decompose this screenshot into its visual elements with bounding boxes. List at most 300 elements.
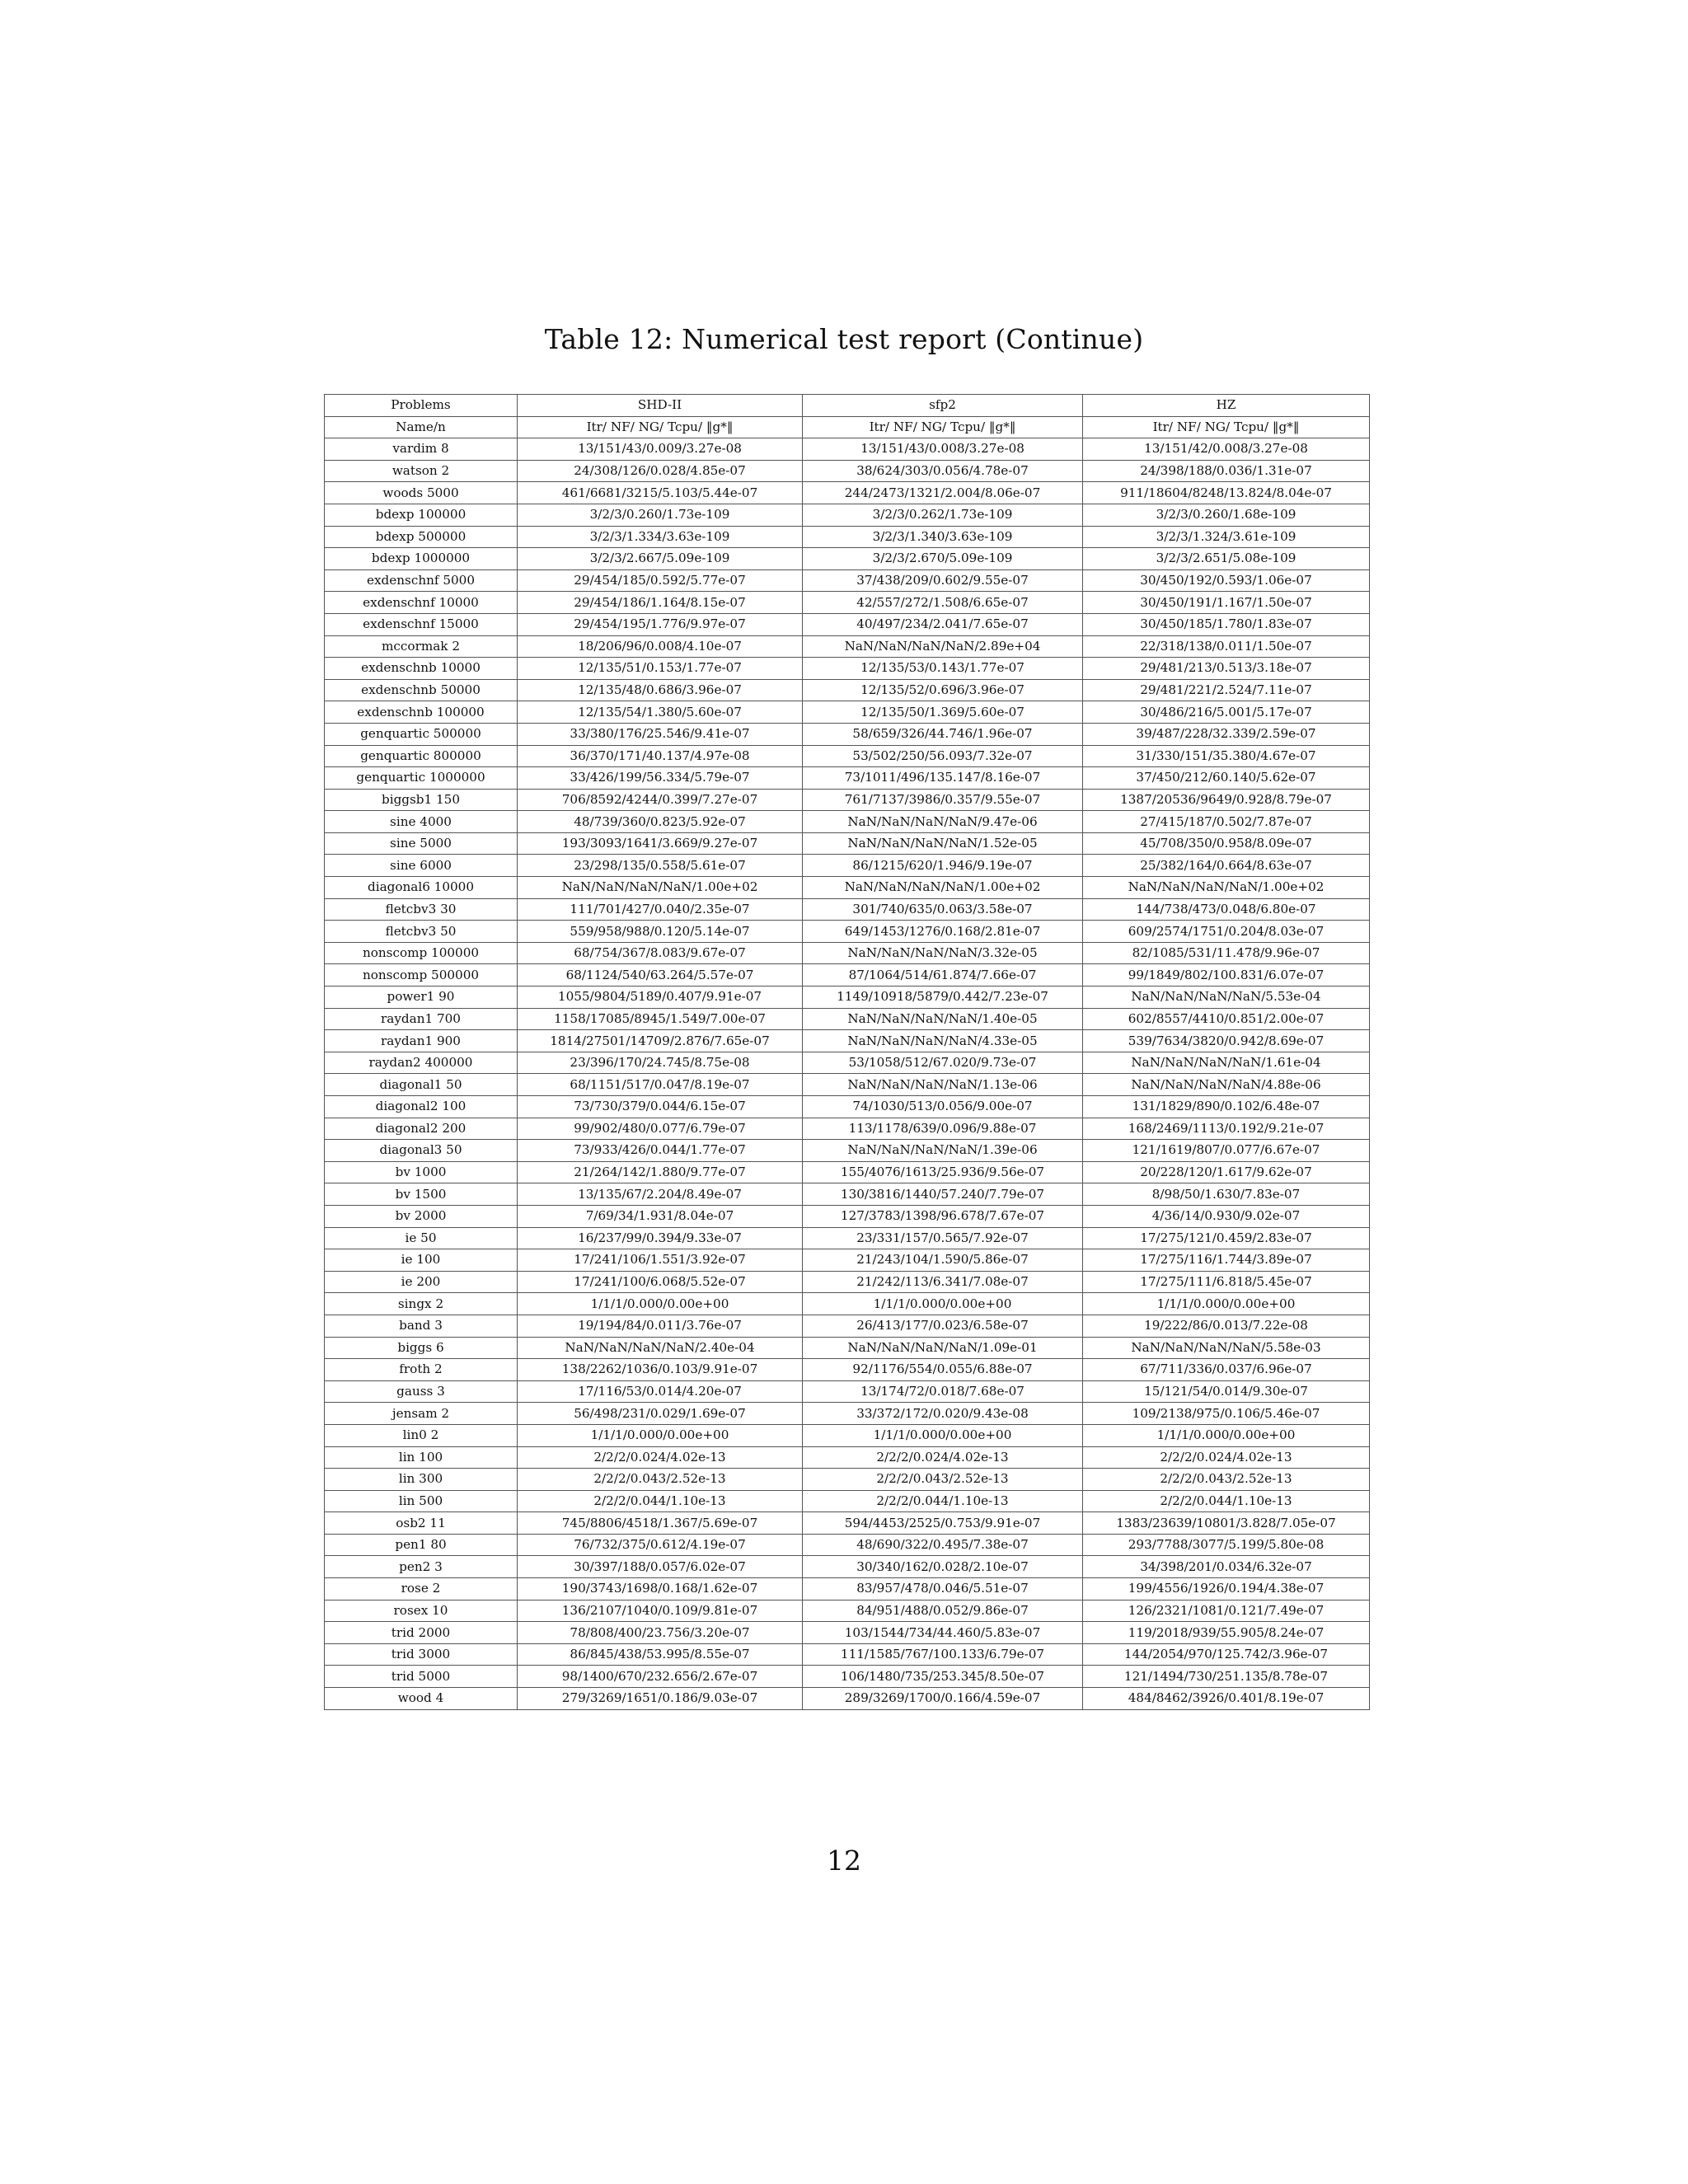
table-row: [325, 1446, 1370, 1469]
header-problems: Problems: [325, 395, 518, 417]
table-row: [325, 942, 1370, 964]
sfp2-result-cell: 42/557/272/1.508/6.65e-07: [803, 592, 1083, 614]
shd-ii-result-cell: 36/370/171/40.137/4.97e-08: [518, 745, 803, 767]
problem-name-cell: diagonal1 50: [325, 1074, 518, 1096]
shd-ii-result-cell: 33/426/199/56.334/5.79e-07: [518, 767, 803, 790]
sfp2-result-cell: NaN/NaN/NaN/NaN/1.40e-05: [803, 1008, 1083, 1030]
problem-name-cell: raydan1 900: [325, 1030, 518, 1052]
problem-name-cell: power1 90: [325, 987, 518, 1009]
hz-result-cell: 27/415/187/0.502/7.87e-07: [1083, 811, 1370, 833]
table-row: [325, 1337, 1370, 1359]
problem-name-cell: trid 5000: [325, 1666, 518, 1688]
sfp2-result-cell: 155/4076/1613/25.936/9.56e-07: [803, 1161, 1083, 1183]
shd-ii-result-cell: 1/1/1/0.000/0.00e+00: [518, 1424, 803, 1446]
shd-ii-result-cell: 16/237/99/0.394/9.33e-07: [518, 1227, 803, 1249]
page-number: 12: [827, 1844, 861, 1877]
table-row: [325, 1183, 1370, 1206]
problem-name-cell: sine 4000: [325, 811, 518, 833]
table-row: [325, 504, 1370, 526]
sfp2-result-cell: NaN/NaN/NaN/NaN/1.00e+02: [803, 877, 1083, 899]
sfp2-result-cell: 3/2/3/0.262/1.73e-109: [803, 504, 1083, 526]
table-row: [325, 921, 1370, 943]
table-row: [325, 658, 1370, 680]
shd-ii-result-cell: 76/732/375/0.612/4.19e-07: [518, 1534, 803, 1556]
table-row: [325, 1293, 1370, 1315]
table-row: [325, 832, 1370, 855]
table-row: [325, 1490, 1370, 1512]
problem-name-cell: ie 200: [325, 1271, 518, 1293]
table-row: [325, 964, 1370, 987]
table-row: [325, 1534, 1370, 1556]
hz-result-cell: NaN/NaN/NaN/NaN/4.88e-06: [1083, 1074, 1370, 1096]
shd-ii-result-cell: 68/754/367/8.083/9.67e-07: [518, 942, 803, 964]
sfp2-result-cell: 83/957/478/0.046/5.51e-07: [803, 1578, 1083, 1601]
shd-ii-result-cell: 68/1124/540/63.264/5.57e-07: [518, 964, 803, 987]
hz-result-cell: 119/2018/939/55.905/8.24e-07: [1083, 1622, 1370, 1644]
sfp2-result-cell: 1149/10918/5879/0.442/7.23e-07: [803, 987, 1083, 1009]
hz-result-cell: 2/2/2/0.043/2.52e-13: [1083, 1469, 1370, 1491]
sfp2-result-cell: 106/1480/735/253.345/8.50e-07: [803, 1666, 1083, 1688]
problem-name-cell: nonscomp 500000: [325, 964, 518, 987]
shd-ii-result-cell: 24/308/126/0.028/4.85e-07: [518, 460, 803, 482]
sfp2-result-cell: 86/1215/620/1.946/9.19e-07: [803, 855, 1083, 877]
shd-ii-result-cell: NaN/NaN/NaN/NaN/1.00e+02: [518, 877, 803, 899]
shd-ii-result-cell: 17/116/53/0.014/4.20e-07: [518, 1380, 803, 1403]
problem-name-cell: raydan2 400000: [325, 1052, 518, 1074]
shd-ii-result-cell: 29/454/195/1.776/9.97e-07: [518, 613, 803, 635]
table-row: [325, 1161, 1370, 1183]
problem-name-cell: woods 5000: [325, 482, 518, 504]
hz-result-cell: 126/2321/1081/0.121/7.49e-07: [1083, 1600, 1370, 1622]
shd-ii-result-cell: 73/730/379/0.044/6.15e-07: [518, 1096, 803, 1118]
problem-name-cell: exdenschnb 50000: [325, 679, 518, 701]
problem-name-cell: band 3: [325, 1315, 518, 1337]
shd-ii-result-cell: 2/2/2/0.044/1.10e-13: [518, 1490, 803, 1512]
hz-result-cell: 24/398/188/0.036/1.31e-07: [1083, 460, 1370, 482]
hz-result-cell: 99/1849/802/100.831/6.07e-07: [1083, 964, 1370, 987]
hz-result-cell: 30/450/185/1.780/1.83e-07: [1083, 613, 1370, 635]
table-row: [325, 1600, 1370, 1622]
table-row: [325, 1380, 1370, 1403]
problem-name-cell: biggs 6: [325, 1337, 518, 1359]
table-row: [325, 679, 1370, 701]
hz-result-cell: 3/2/3/1.324/3.61e-109: [1083, 526, 1370, 548]
shd-ii-result-cell: 138/2262/1036/0.103/9.91e-07: [518, 1359, 803, 1381]
shd-ii-result-cell: 99/902/480/0.077/6.79e-07: [518, 1118, 803, 1140]
hz-result-cell: 3/2/3/2.651/5.08e-109: [1083, 548, 1370, 570]
sfp2-result-cell: 1/1/1/0.000/0.00e+00: [803, 1424, 1083, 1446]
table-body: [325, 438, 1370, 1709]
problem-name-cell: diagonal2 200: [325, 1118, 518, 1140]
shd-ii-result-cell: 29/454/186/1.164/8.15e-07: [518, 592, 803, 614]
sfp2-result-cell: 58/659/326/44.746/1.96e-07: [803, 723, 1083, 745]
problem-name-cell: raydan1 700: [325, 1008, 518, 1030]
sfp2-result-cell: 40/497/234/2.041/7.65e-07: [803, 613, 1083, 635]
shd-ii-result-cell: 3/2/3/1.334/3.63e-109: [518, 526, 803, 548]
sfp2-result-cell: 26/413/177/0.023/6.58e-07: [803, 1315, 1083, 1337]
shd-ii-result-cell: 706/8592/4244/0.399/7.27e-07: [518, 789, 803, 811]
sfp2-result-cell: NaN/NaN/NaN/NaN/1.13e-06: [803, 1074, 1083, 1096]
hz-result-cell: 1383/23639/10801/3.828/7.05e-07: [1083, 1512, 1370, 1535]
shd-ii-result-cell: 559/958/988/0.120/5.14e-07: [518, 921, 803, 943]
table-row: [325, 1666, 1370, 1688]
problem-name-cell: mccormak 2: [325, 635, 518, 658]
hz-result-cell: 2/2/2/0.044/1.10e-13: [1083, 1490, 1370, 1512]
table-row: [325, 1359, 1370, 1381]
shd-ii-result-cell: 18/206/96/0.008/4.10e-07: [518, 635, 803, 658]
table-row: [325, 1643, 1370, 1666]
sfp2-result-cell: 73/1011/496/135.147/8.16e-07: [803, 767, 1083, 790]
table-row: [325, 460, 1370, 482]
hz-result-cell: 3/2/3/0.260/1.68e-109: [1083, 504, 1370, 526]
shd-ii-result-cell: 23/298/135/0.558/5.61e-07: [518, 855, 803, 877]
sfp2-result-cell: 30/340/162/0.028/2.10e-07: [803, 1556, 1083, 1578]
problem-name-cell: exdenschnb 100000: [325, 701, 518, 724]
shd-ii-result-cell: 12/135/54/1.380/5.60e-07: [518, 701, 803, 724]
table-row: [325, 745, 1370, 767]
hz-result-cell: 199/4556/1926/0.194/4.38e-07: [1083, 1578, 1370, 1601]
shd-ii-result-cell: NaN/NaN/NaN/NaN/2.40e-04: [518, 1337, 803, 1359]
table-row: [325, 1140, 1370, 1162]
header-name-n: Name/n: [325, 416, 518, 438]
hz-result-cell: 2/2/2/0.024/4.02e-13: [1083, 1446, 1370, 1469]
problem-name-cell: ie 100: [325, 1249, 518, 1272]
sfp2-result-cell: 12/135/53/0.143/1.77e-07: [803, 658, 1083, 680]
problem-name-cell: bdexp 100000: [325, 504, 518, 526]
table-row: [325, 1249, 1370, 1272]
hz-result-cell: 30/486/216/5.001/5.17e-07: [1083, 701, 1370, 724]
problem-name-cell: bv 1500: [325, 1183, 518, 1206]
table-row: [325, 1622, 1370, 1644]
hz-result-cell: NaN/NaN/NaN/NaN/5.53e-04: [1083, 987, 1370, 1009]
sfp2-result-cell: 127/3783/1398/96.678/7.67e-07: [803, 1205, 1083, 1227]
table-row: [325, 1074, 1370, 1096]
sfp2-result-cell: 130/3816/1440/57.240/7.79e-07: [803, 1183, 1083, 1206]
shd-ii-result-cell: 1814/27501/14709/2.876/7.65e-07: [518, 1030, 803, 1052]
shd-ii-result-cell: 190/3743/1698/0.168/1.62e-07: [518, 1578, 803, 1601]
hz-result-cell: 22/318/138/0.011/1.50e-07: [1083, 635, 1370, 658]
sfp2-result-cell: 53/1058/512/67.020/9.73e-07: [803, 1052, 1083, 1074]
table-row: [325, 438, 1370, 461]
header-metrics-sfp2: Itr/ NF/ NG/ Tcpu/ ‖g*‖: [803, 416, 1083, 438]
table-row: [325, 1469, 1370, 1491]
shd-ii-result-cell: 86/845/438/53.995/8.55e-07: [518, 1643, 803, 1666]
problem-name-cell: lin0 2: [325, 1424, 518, 1446]
problem-name-cell: genquartic 1000000: [325, 767, 518, 790]
sfp2-result-cell: NaN/NaN/NaN/NaN/1.09e-01: [803, 1337, 1083, 1359]
sfp2-result-cell: 2/2/2/0.044/1.10e-13: [803, 1490, 1083, 1512]
hz-result-cell: 30/450/191/1.167/1.50e-07: [1083, 592, 1370, 614]
table-row: [325, 548, 1370, 570]
problem-name-cell: bdexp 500000: [325, 526, 518, 548]
hz-result-cell: 121/1494/730/251.135/8.78e-07: [1083, 1666, 1370, 1688]
sfp2-result-cell: NaN/NaN/NaN/NaN/1.52e-05: [803, 832, 1083, 855]
shd-ii-result-cell: 33/380/176/25.546/9.41e-07: [518, 723, 803, 745]
hz-result-cell: 8/98/50/1.630/7.83e-07: [1083, 1183, 1370, 1206]
hz-result-cell: 602/8557/4410/0.851/2.00e-07: [1083, 1008, 1370, 1030]
problem-name-cell: lin 500: [325, 1490, 518, 1512]
table-row: [325, 855, 1370, 877]
table-row: [325, 592, 1370, 614]
header-method-shd-ii: SHD-II: [518, 395, 803, 417]
problem-name-cell: diagonal2 100: [325, 1096, 518, 1118]
shd-ii-result-cell: 3/2/3/2.667/5.09e-109: [518, 548, 803, 570]
problem-name-cell: watson 2: [325, 460, 518, 482]
hz-result-cell: 20/228/120/1.617/9.62e-07: [1083, 1161, 1370, 1183]
header-row-metrics: [325, 416, 1370, 438]
sfp2-result-cell: NaN/NaN/NaN/NaN/4.33e-05: [803, 1030, 1083, 1052]
problem-name-cell: froth 2: [325, 1359, 518, 1381]
shd-ii-result-cell: 745/8806/4518/1.367/5.69e-07: [518, 1512, 803, 1535]
shd-ii-result-cell: 68/1151/517/0.047/8.19e-07: [518, 1074, 803, 1096]
numerical-test-report-table: [324, 394, 1370, 1710]
shd-ii-result-cell: 111/701/427/0.040/2.35e-07: [518, 898, 803, 921]
problem-name-cell: biggsb1 150: [325, 789, 518, 811]
sfp2-result-cell: 1/1/1/0.000/0.00e+00: [803, 1293, 1083, 1315]
shd-ii-result-cell: 73/933/426/0.044/1.77e-07: [518, 1140, 803, 1162]
hz-result-cell: 13/151/42/0.008/3.27e-08: [1083, 438, 1370, 461]
table-row: [325, 482, 1370, 504]
problem-name-cell: diagonal6 10000: [325, 877, 518, 899]
header-metrics-shd-ii: Itr/ NF/ NG/ Tcpu/ ‖g*‖: [518, 416, 803, 438]
header-row-methods: [325, 395, 1370, 417]
table-row: [325, 635, 1370, 658]
problem-name-cell: fletcbv3 50: [325, 921, 518, 943]
problem-name-cell: vardim 8: [325, 438, 518, 461]
problem-name-cell: exdenschnf 10000: [325, 592, 518, 614]
hz-result-cell: NaN/NaN/NaN/NaN/5.58e-03: [1083, 1337, 1370, 1359]
hz-result-cell: 144/738/473/0.048/6.80e-07: [1083, 898, 1370, 921]
sfp2-result-cell: 649/1453/1276/0.168/2.81e-07: [803, 921, 1083, 943]
problem-name-cell: trid 3000: [325, 1643, 518, 1666]
table-row: [325, 987, 1370, 1009]
hz-result-cell: 17/275/116/1.744/3.89e-07: [1083, 1249, 1370, 1272]
sfp2-result-cell: 92/1176/554/0.055/6.88e-07: [803, 1359, 1083, 1381]
sfp2-result-cell: 21/242/113/6.341/7.08e-07: [803, 1271, 1083, 1293]
problem-name-cell: rose 2: [325, 1578, 518, 1601]
problem-name-cell: wood 4: [325, 1688, 518, 1710]
table-row: [325, 1315, 1370, 1337]
shd-ii-result-cell: 23/396/170/24.745/8.75e-08: [518, 1052, 803, 1074]
sfp2-result-cell: 103/1544/734/44.460/5.83e-07: [803, 1622, 1083, 1644]
sfp2-result-cell: 2/2/2/0.043/2.52e-13: [803, 1469, 1083, 1491]
problem-name-cell: diagonal3 50: [325, 1140, 518, 1162]
problem-name-cell: pen2 3: [325, 1556, 518, 1578]
table-row: [325, 877, 1370, 899]
table-row: [325, 1096, 1370, 1118]
hz-result-cell: 539/7634/3820/0.942/8.69e-07: [1083, 1030, 1370, 1052]
sfp2-result-cell: 37/438/209/0.602/9.55e-07: [803, 569, 1083, 592]
hz-result-cell: 4/36/14/0.930/9.02e-07: [1083, 1205, 1370, 1227]
hz-result-cell: 293/7788/3077/5.199/5.80e-08: [1083, 1534, 1370, 1556]
header-method-sfp2: sfp2: [803, 395, 1083, 417]
sfp2-result-cell: 761/7137/3986/0.357/9.55e-07: [803, 789, 1083, 811]
table-row: [325, 1578, 1370, 1601]
table-row: [325, 767, 1370, 790]
table-row: [325, 723, 1370, 745]
problem-name-cell: osb2 11: [325, 1512, 518, 1535]
hz-result-cell: NaN/NaN/NaN/NaN/1.00e+02: [1083, 877, 1370, 899]
problem-name-cell: ie 50: [325, 1227, 518, 1249]
shd-ii-result-cell: 193/3093/1641/3.669/9.27e-07: [518, 832, 803, 855]
sfp2-result-cell: 48/690/322/0.495/7.38e-07: [803, 1534, 1083, 1556]
problem-name-cell: trid 2000: [325, 1622, 518, 1644]
sfp2-result-cell: 301/740/635/0.063/3.58e-07: [803, 898, 1083, 921]
problem-name-cell: bv 1000: [325, 1161, 518, 1183]
problem-name-cell: lin 300: [325, 1469, 518, 1491]
hz-result-cell: 15/121/54/0.014/9.30e-07: [1083, 1380, 1370, 1403]
table-row: [325, 569, 1370, 592]
sfp2-result-cell: 289/3269/1700/0.166/4.59e-07: [803, 1688, 1083, 1710]
hz-result-cell: 31/330/151/35.380/4.67e-07: [1083, 745, 1370, 767]
sfp2-result-cell: 33/372/172/0.020/9.43e-08: [803, 1403, 1083, 1425]
sfp2-result-cell: 21/243/104/1.590/5.86e-07: [803, 1249, 1083, 1272]
sfp2-result-cell: 53/502/250/56.093/7.32e-07: [803, 745, 1083, 767]
hz-result-cell: 19/222/86/0.013/7.22e-08: [1083, 1315, 1370, 1337]
hz-result-cell: 30/450/192/0.593/1.06e-07: [1083, 569, 1370, 592]
hz-result-cell: 17/275/121/0.459/2.83e-07: [1083, 1227, 1370, 1249]
hz-result-cell: 1/1/1/0.000/0.00e+00: [1083, 1293, 1370, 1315]
problem-name-cell: singx 2: [325, 1293, 518, 1315]
sfp2-result-cell: 113/1178/639/0.096/9.88e-07: [803, 1118, 1083, 1140]
shd-ii-result-cell: 48/739/360/0.823/5.92e-07: [518, 811, 803, 833]
hz-result-cell: 25/382/164/0.664/8.63e-07: [1083, 855, 1370, 877]
shd-ii-result-cell: 17/241/106/1.551/3.92e-07: [518, 1249, 803, 1272]
hz-result-cell: 609/2574/1751/0.204/8.03e-07: [1083, 921, 1370, 943]
table-row: [325, 1688, 1370, 1710]
table-row: [325, 789, 1370, 811]
table-row: [325, 1424, 1370, 1446]
table-row: [325, 1008, 1370, 1030]
problem-name-cell: pen1 80: [325, 1534, 518, 1556]
problem-name-cell: bv 2000: [325, 1205, 518, 1227]
shd-ii-result-cell: 1/1/1/0.000/0.00e+00: [518, 1293, 803, 1315]
problem-name-cell: nonscomp 100000: [325, 942, 518, 964]
sfp2-result-cell: 12/135/52/0.696/3.96e-07: [803, 679, 1083, 701]
table-row: [325, 526, 1370, 548]
sfp2-result-cell: 74/1030/513/0.056/9.00e-07: [803, 1096, 1083, 1118]
table-row: [325, 1556, 1370, 1578]
sfp2-result-cell: 12/135/50/1.369/5.60e-07: [803, 701, 1083, 724]
problem-name-cell: sine 6000: [325, 855, 518, 877]
shd-ii-result-cell: 3/2/3/0.260/1.73e-109: [518, 504, 803, 526]
table-row: [325, 1030, 1370, 1052]
table-row: [325, 701, 1370, 724]
sfp2-result-cell: 23/331/157/0.565/7.92e-07: [803, 1227, 1083, 1249]
sfp2-result-cell: 3/2/3/2.670/5.09e-109: [803, 548, 1083, 570]
hz-result-cell: 17/275/111/6.818/5.45e-07: [1083, 1271, 1370, 1293]
problem-name-cell: lin 100: [325, 1446, 518, 1469]
sfp2-result-cell: 38/624/303/0.056/4.78e-07: [803, 460, 1083, 482]
hz-result-cell: 29/481/213/0.513/3.18e-07: [1083, 658, 1370, 680]
sfp2-result-cell: 111/1585/767/100.133/6.79e-07: [803, 1643, 1083, 1666]
sfp2-result-cell: NaN/NaN/NaN/NaN/9.47e-06: [803, 811, 1083, 833]
shd-ii-result-cell: 21/264/142/1.880/9.77e-07: [518, 1161, 803, 1183]
hz-result-cell: 39/487/228/32.339/2.59e-07: [1083, 723, 1370, 745]
hz-result-cell: 144/2054/970/125.742/3.96e-07: [1083, 1643, 1370, 1666]
shd-ii-result-cell: 1055/9804/5189/0.407/9.91e-07: [518, 987, 803, 1009]
table-row: [325, 1512, 1370, 1535]
problem-name-cell: genquartic 500000: [325, 723, 518, 745]
problem-name-cell: exdenschnf 15000: [325, 613, 518, 635]
shd-ii-result-cell: 279/3269/1651/0.186/9.03e-07: [518, 1688, 803, 1710]
header-method-hz: HZ: [1083, 395, 1370, 417]
sfp2-result-cell: 244/2473/1321/2.004/8.06e-07: [803, 482, 1083, 504]
hz-result-cell: NaN/NaN/NaN/NaN/1.61e-04: [1083, 1052, 1370, 1074]
hz-result-cell: 1387/20536/9649/0.928/8.79e-07: [1083, 789, 1370, 811]
problem-name-cell: fletcbv3 30: [325, 898, 518, 921]
shd-ii-result-cell: 13/151/43/0.009/3.27e-08: [518, 438, 803, 461]
shd-ii-result-cell: 136/2107/1040/0.109/9.81e-07: [518, 1600, 803, 1622]
problem-name-cell: rosex 10: [325, 1600, 518, 1622]
hz-result-cell: 34/398/201/0.034/6.32e-07: [1083, 1556, 1370, 1578]
hz-result-cell: 168/2469/1113/0.192/9.21e-07: [1083, 1118, 1370, 1140]
shd-ii-result-cell: 12/135/51/0.153/1.77e-07: [518, 658, 803, 680]
shd-ii-result-cell: 7/69/34/1.931/8.04e-07: [518, 1205, 803, 1227]
hz-result-cell: 67/711/336/0.037/6.96e-07: [1083, 1359, 1370, 1381]
sfp2-result-cell: 87/1064/514/61.874/7.66e-07: [803, 964, 1083, 987]
report-table-container: [324, 394, 1369, 1710]
sfp2-result-cell: 13/151/43/0.008/3.27e-08: [803, 438, 1083, 461]
table-row: [325, 1118, 1370, 1140]
shd-ii-result-cell: 56/498/231/0.029/1.69e-07: [518, 1403, 803, 1425]
sfp2-result-cell: 3/2/3/1.340/3.63e-109: [803, 526, 1083, 548]
shd-ii-result-cell: 19/194/84/0.011/3.76e-07: [518, 1315, 803, 1337]
hz-result-cell: 131/1829/890/0.102/6.48e-07: [1083, 1096, 1370, 1118]
shd-ii-result-cell: 17/241/100/6.068/5.52e-07: [518, 1271, 803, 1293]
shd-ii-result-cell: 78/808/400/23.756/3.20e-07: [518, 1622, 803, 1644]
hz-result-cell: 121/1619/807/0.077/6.67e-07: [1083, 1140, 1370, 1162]
shd-ii-result-cell: 13/135/67/2.204/8.49e-07: [518, 1183, 803, 1206]
problem-name-cell: gauss 3: [325, 1380, 518, 1403]
shd-ii-result-cell: 2/2/2/0.024/4.02e-13: [518, 1446, 803, 1469]
shd-ii-result-cell: 12/135/48/0.686/3.96e-07: [518, 679, 803, 701]
table-row: [325, 1403, 1370, 1425]
table-row: [325, 1227, 1370, 1249]
problem-name-cell: exdenschnb 10000: [325, 658, 518, 680]
sfp2-result-cell: NaN/NaN/NaN/NaN/3.32e-05: [803, 942, 1083, 964]
table-row: [325, 1052, 1370, 1074]
table-row: [325, 1271, 1370, 1293]
table-caption: Table 12: Numerical test report (Continue): [544, 323, 1144, 355]
hz-result-cell: 1/1/1/0.000/0.00e+00: [1083, 1424, 1370, 1446]
table-row: [325, 1205, 1370, 1227]
table-row: [325, 811, 1370, 833]
hz-result-cell: 37/450/212/60.140/5.62e-07: [1083, 767, 1370, 790]
hz-result-cell: 109/2138/975/0.106/5.46e-07: [1083, 1403, 1370, 1425]
hz-result-cell: 29/481/221/2.524/7.11e-07: [1083, 679, 1370, 701]
sfp2-result-cell: 84/951/488/0.052/9.86e-07: [803, 1600, 1083, 1622]
header-metrics-hz: Itr/ NF/ NG/ Tcpu/ ‖g*‖: [1083, 416, 1370, 438]
problem-name-cell: bdexp 1000000: [325, 548, 518, 570]
sfp2-result-cell: NaN/NaN/NaN/NaN/2.89e+04: [803, 635, 1083, 658]
sfp2-result-cell: 13/174/72/0.018/7.68e-07: [803, 1380, 1083, 1403]
hz-result-cell: 911/18604/8248/13.824/8.04e-07: [1083, 482, 1370, 504]
hz-result-cell: 45/708/350/0.958/8.09e-07: [1083, 832, 1370, 855]
shd-ii-result-cell: 2/2/2/0.043/2.52e-13: [518, 1469, 803, 1491]
problem-name-cell: sine 5000: [325, 832, 518, 855]
shd-ii-result-cell: 1158/17085/8945/1.549/7.00e-07: [518, 1008, 803, 1030]
problem-name-cell: jensam 2: [325, 1403, 518, 1425]
hz-result-cell: 484/8462/3926/0.401/8.19e-07: [1083, 1688, 1370, 1710]
sfp2-result-cell: NaN/NaN/NaN/NaN/1.39e-06: [803, 1140, 1083, 1162]
problem-name-cell: exdenschnf 5000: [325, 569, 518, 592]
table-row: [325, 898, 1370, 921]
shd-ii-result-cell: 461/6681/3215/5.103/5.44e-07: [518, 482, 803, 504]
sfp2-result-cell: 594/4453/2525/0.753/9.91e-07: [803, 1512, 1083, 1535]
hz-result-cell: 82/1085/531/11.478/9.96e-07: [1083, 942, 1370, 964]
problem-name-cell: genquartic 800000: [325, 745, 518, 767]
